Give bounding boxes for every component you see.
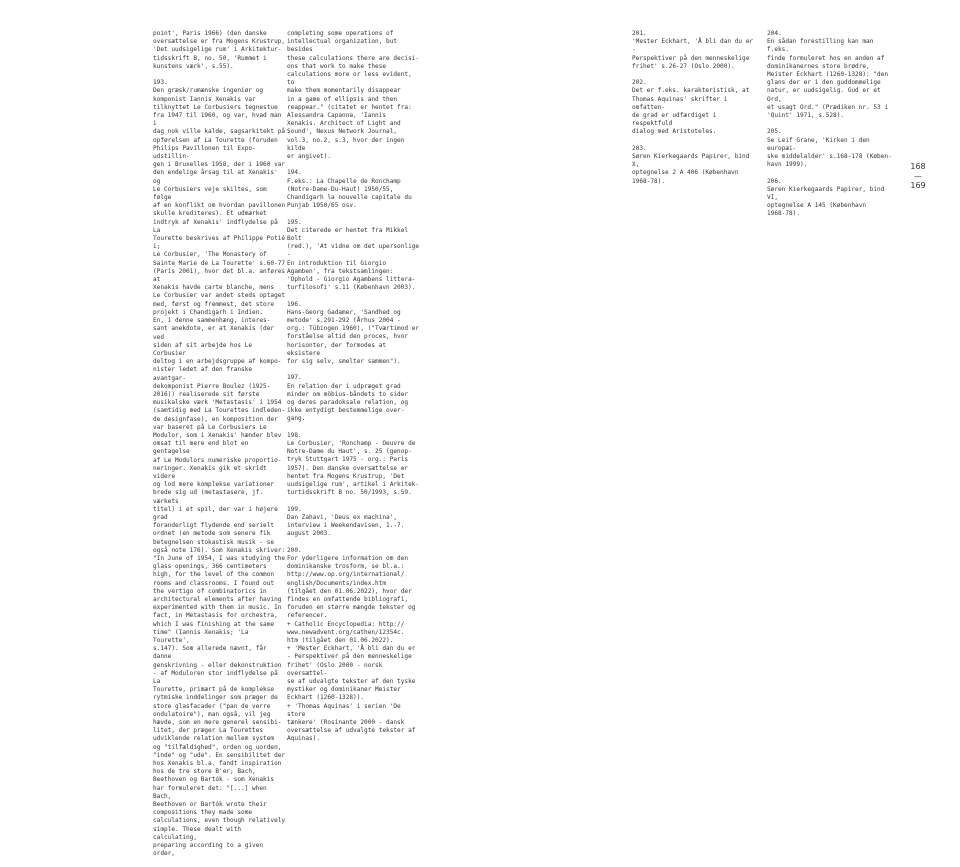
page-numbers bbox=[906, 162, 930, 191]
note-206: 206. Søren Kierkegaards Papirer, bind VI, optegnelse A 145 (København 1968-78). bbox=[767, 177, 885, 218]
note-195: 195. Det citerede er hentet fra Mikkel Bolt (red.), 'At vidne om det upersonlige - En introduktion til Giorgio Agamben', fra tekstsamlingen: 'Ophold - Giorgio Agambens littera- turfilosofi' s.11 (København 2003). bbox=[287, 218, 420, 292]
note-203: 203. Søren Kierkegaards Papirer, bind X, optegnelse 2 A 406 (København 1968-78). bbox=[632, 144, 750, 185]
note-205: 205. Se Leif Grane, 'Kirken i den europæi- ske middelalder' s.168-178 (Køben- havn 1999). bbox=[767, 128, 892, 169]
note-197: 197. En relation der i udpræget grad minder om möbius-båndets to sider og deres paradoksale relation, og ikke entydigt bestemmelige over- gang. bbox=[287, 374, 409, 423]
notes-column-1 bbox=[153, 30, 288, 867]
note-196: 196. Hans-Georg Gadamer, 'Sandhed og metode' s.291-292 (Århus 2004 - org.: Tübingen 1960), ("Tværtimod er forståelse altid den proces, hvor horisonter, der formodes at eksistere for sig selv, smelter sammen"). bbox=[287, 300, 420, 366]
note-194: 194. F.eks.: La Chapelle de Ronchamp (Notre-Dame-Du-Haut) 1950/55, Chandigarh la nouvelle capitale du Punjab 1950/65 osv. bbox=[287, 169, 412, 210]
note-193: 193. Den græsk/rumænske ingeniør og komponist Iannis Xenakis var tilknyttet Le Corbusiers tegnestue fra 1947 til 1960, og var, hvad man i dag nok ville kalde, sagsarkitekt på opførelsen af La Tourette (foruden Philips Pavillonen til Expo-udstillin- gen i Bruxelles 1958, der i 1960 var den endelige årsag til at Xenakis' og Le Corbusiers veje skiltes, som følge af en konflikt om hvordan pavillonen skulle krediteres). Et udmærket indtryk af Xenakis' indflydelse på La Tourette beskrives af Philippe Potié i; Le Corbusier, 'The Monastery of Sainte Marie de La Tourette' s.60-77 (Paris 2001), hvor det bl.a. anføres at Xenakis havde carte blanche, mens Le Corbusier var andet steds optaget med, først og fremmest, det store projekt i Chandigarh i Indien. En, i denne sammenhæng, interes- sant anekdote, er at Xenakis (der ved siden af sit arbejde hos Le Corbusier deltog i en arbejdsgruppe af kompo- nister ledet af den franske avantgar- dekomponist Pierre Boulez (1925- 2016)) realiserede sit første musikalske værk 'Metastasis' i 1954 (samtidig med La Tourettes indleden- de designfase), en komposition der var baseret på Le Corbusiers Le Modulor, som i Xenakis' hænder blev omsat til mere end blot en gentagelse af Le Modulors numeriske proportio- neringer. Xenakis gik et skridt videre og lod mere komplekse variationer brede sig ud (metastasere, jf. værkets titel) i et spil, der var i højere grad foranderligt flydende end serielt ordnet (en metode som senere fik betegnelsen stokastisk musik - se også note 176). Som Xenakis skriver: "In June of 1954, I was studying the glass openings, 366 centimeters high, for the level of the common rooms and classrooms. I found out the vertigo of combinatorics in architectural elements after having experimented with them in music. In fact, in Metastasis for orchestra, which I was finishing at the same time" (Iannis Xenakis; 'La Tourette', s.147). Som allerede nævnt, får danne genskrivning - eller dekonstruktion - af Modulоren stor indflydelse på La Tourette, primært på de komplekse rytmiske inddelinger som præger de store glasfacader ("pan de verre ondulatoire"), man også, vil jeg hævde, som en mere generel sensibi- litet, der præger La Tourettes udviklende relation mellem system og "tilfældighed", orden og uorden, "inde" og "ude". En sensibilitet der hos Xenakis bl.a. fandt inspiration hos de tre store B'er; Bach, Beethoven og Bartók - som Xenakis har formuleret det: "[...] when Bach, Beethoven or Bartók wrote their compositions they made some calculations, even though relatively simple. These dealt with calculating, preparing according to a given order, bbox=[153, 79, 286, 858]
notes-column-3 bbox=[632, 30, 757, 194]
note-198: 198. Le Corbusier, 'Ronchamp - Oeuvre de Notre-Dame du Haut', s. 25 (genop- tryk Stuttgart 1975 - org.: Paris 1957). Den danske oversættelse er hentet fra Mogens Krustrup, 'Det uudsigelige rum', artikel i Arkitek- turtidsskrift B no. 50/1993, s.59. bbox=[287, 431, 420, 497]
page-number-left: 168 bbox=[910, 162, 926, 171]
note-204: 204. En sådan forestilling kan man f.eks. finde formuleret hos en anden af dominikanernes store brødre, Meister Eckhart (1260-1328): "den glans der er i den guddommelige natur, er uudsigelig. Gud er et Ord, et usagt Ord." (Prædiken nr. 53 i 'Quint' 1971, s.528). bbox=[767, 30, 889, 120]
note-201: 201. 'Mester Eckhart, 'Å bli dan du er - Perspektiver på den menneskelige frihet' s.26-27 (Oslo 2000). bbox=[632, 30, 754, 70]
note-202: 202. Det er f.eks. karakteristisk, at Thomas Aquinas' skrifter i omfatten- de grad er udfærdiget i respektfuld dialog med Aristoteles. bbox=[632, 79, 750, 136]
notes-column-2 bbox=[287, 30, 422, 752]
note-199: 199. Dan Zahavi, 'Deus ex machina', interview i Weekendavisen, 1.-7. august 2003. bbox=[287, 505, 405, 538]
page-number-separator: — bbox=[914, 171, 922, 181]
note-193-continued: completing some operations of intellectual organization, but besides these calculations there are decisi- ons that work to make these calculations more or less evident, to make them momentarily disappear in a game of ellipsis and then reappear." (citatet er hentet fra: Alessandra Capanna, 'Iannis Xenakis. Architect of Light and Sound', Nexus Network Journal, vol.3, no.2, s.3, hvor der ingen kilde er angivet). bbox=[287, 30, 420, 161]
note-192-continued: point', Paris 1966) (den danske oversættelse er fra Mogens Krustrup, 'Det uudsigelige rum' i Arkitektur- tidsskrift B, no. 50, 'Rummet i kunstens værk', s.55). bbox=[153, 30, 286, 70]
notes-column-4 bbox=[767, 30, 892, 227]
page-number-right: 169 bbox=[910, 181, 926, 190]
note-200: 200. For yderligere information om den dominikanske trosform, se bl.a.: http://www.op.org/international/ english/Documents/index.htm (tilgået den 01.06.2022), hvor der findes en omfattende bibliografi, foruden en større mængde tekster og referencer. + Catholic Encyclopedia: http:// www.newadvent.org/cathen/12354c. htm (tilgået den 01.06.2022). + 'Mester Eckhart, 'Å bli dan du er - Perspektiver på den menneskelige frihet' (Oslo 2000 - norsk oversættel- se af udvalgte tekster af den tyske mystiker og dominikaner Meister Eckhart (1260-1328)). + 'Thomas Aquinas' i serien 'De store tænkere' (Rosinante 2000 - dansk oversættelse af udvalgte tekster af Aquinas). bbox=[287, 546, 416, 743]
